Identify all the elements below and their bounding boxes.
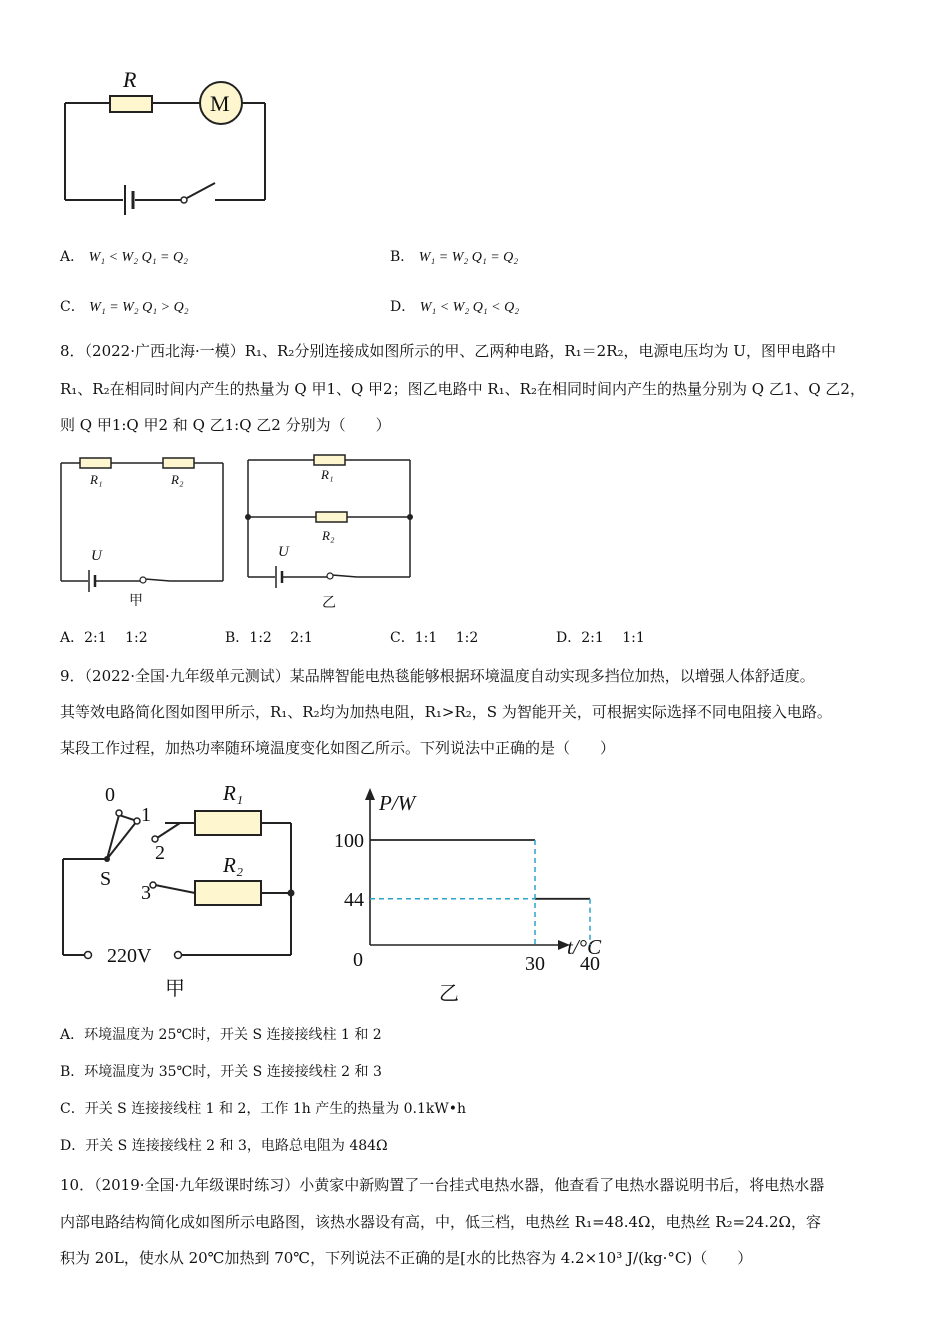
q8-option-b[interactable] (225, 628, 313, 648)
y-axis-label: P/W (379, 791, 416, 815)
x-tick-label: 40 (580, 953, 600, 975)
option-letter: C． (390, 630, 415, 646)
junction-dot (288, 890, 295, 897)
option-letter: D． (556, 630, 582, 646)
switch-lever (145, 579, 170, 581)
q9-option-a[interactable]: A．环境温度为 25℃时，开关 S 连接接线柱 1 和 2 (60, 1027, 382, 1043)
q8-option-d[interactable] (556, 628, 645, 648)
q9-question-line: 9．（2022·全国·九年级单元测试）某品牌智能电热毯能够根据环境温度自动实现多挡位加热，以增强人体舒适度。 (60, 667, 815, 685)
q7-option-c[interactable] (60, 297, 189, 318)
terminal-1 (134, 818, 140, 824)
switch-contact (327, 573, 333, 579)
q7-option-d[interactable] (390, 297, 519, 318)
resistor-r (110, 96, 152, 112)
option-text: W₁ < W₂ Q₁ = Q₂ (88, 250, 188, 265)
r2-label: R₂ (322, 528, 335, 543)
wire (157, 823, 180, 838)
origin-label: 0 (353, 949, 363, 971)
resistor-r1 (195, 811, 261, 835)
q9-option-c[interactable]: C．开关 S 连接接线柱 1 和 2，工作 1h 产生的热量为 0.1kW•h (60, 1101, 467, 1117)
y-tick-label: 100 (334, 830, 364, 852)
voltage-label: U (278, 544, 289, 560)
q8-option-c[interactable] (390, 628, 478, 648)
option-letter: A． (60, 630, 85, 646)
junction-dot (407, 514, 413, 520)
junction-dot (245, 514, 251, 520)
wire (155, 885, 195, 893)
switch-lever (187, 183, 215, 198)
q7-option-b[interactable] (390, 247, 518, 268)
q8-question-line: R₁、R₂在相同时间内产生的热量为 Q 甲1、Q 甲2；图乙电路中 R₁、R₂在相同时间内产生的热量分别为 Q 乙1、Q 乙2， (60, 380, 865, 398)
q8-question-line: 则 Q 甲1:Q 甲2 和 Q 乙1:Q 乙2 分别为（ ） (60, 416, 391, 434)
option-letter: C． (60, 299, 85, 315)
option-text: 2:1 1:2 (84, 630, 148, 646)
option-letter: D． (390, 299, 416, 315)
option-text: 2:1 1:1 (581, 630, 645, 646)
option-letter: B． (225, 630, 250, 646)
switch-contact (181, 197, 187, 203)
figure-caption: 乙 (322, 596, 336, 611)
motor-label: M (210, 91, 230, 116)
terminal-1-label: 1 (141, 804, 151, 826)
switch-label: S (100, 868, 112, 890)
q9-circuit-jia (55, 775, 305, 1005)
switch-blade (107, 815, 137, 859)
option-letter: A． (60, 249, 85, 265)
q9-option-d[interactable]: D．开关 S 连接接线柱 2 和 3，电路总电阻为 484Ω (60, 1138, 388, 1154)
resistor-r1 (314, 455, 345, 465)
voltage-label: 220V (107, 945, 152, 967)
r1-label: R₁ (321, 467, 334, 482)
resistor-label: R (123, 67, 137, 92)
resistor-r1 (80, 458, 111, 468)
q9-question-line: 其等效电路简化图如图甲所示，R₁、R₂均为加热电阻，R₁>R₂，S 为智能开关，可根据实际选择不同电阻接入电路。 (60, 703, 832, 721)
r1-label: R₁ (223, 781, 244, 805)
plug-terminal-right (175, 952, 182, 959)
plug-terminal-left (85, 952, 92, 959)
y-axis-arrow (365, 788, 375, 800)
r1-label: R₁ (90, 472, 103, 487)
terminal-0 (116, 810, 122, 816)
q7-circuit-diagram (55, 65, 285, 225)
option-letter: B． (390, 249, 415, 265)
chart-caption: 乙 (439, 983, 459, 1005)
q10-question-line: 10．（2019·全国·九年级课时练习）小黄家中新购置了一台挂式电热水器，他查看了电热水器说明书后，将电热水器 (60, 1176, 825, 1194)
q10-question-line: 内部电路结构简化成如图所示电路图，该热水器设有高，中，低三档，电热丝 R₁=48.4Ω，电热丝 R₂=24.2Ω，容 (60, 1213, 821, 1231)
q9-power-temperature-chart (325, 780, 625, 1005)
q8-option-a[interactable] (60, 628, 148, 648)
switch-contact (140, 577, 146, 583)
q8-circuit-yi (242, 452, 422, 617)
resistor-r2 (316, 512, 347, 522)
option-text: 1:1 1:2 (414, 630, 479, 646)
r2-label: R₂ (223, 853, 244, 877)
y-tick-label: 44 (344, 888, 364, 911)
resistor-r2 (195, 881, 261, 905)
option-text: W₁ = W₂ Q₁ > Q₂ (89, 300, 189, 315)
voltage-label: U (91, 548, 102, 564)
resistor-r2 (163, 458, 194, 468)
x-tick-label: 30 (525, 953, 545, 975)
terminal-0-label: 0 (105, 784, 115, 806)
option-text: 1:2 2:1 (249, 630, 313, 646)
q10-question-line: 积为 20L，使水从 20℃加热到 70℃，下列说法不正确的是[水的比热容为 4.2×10³ J/(kg·°C)（ ） (60, 1249, 753, 1267)
q8-circuit-jia (55, 452, 235, 617)
r2-label: R₂ (171, 472, 184, 487)
q9-question-line: 某段工作过程，加热功率随环境温度变化如图乙所示。下列说法中正确的是（ ） (60, 739, 616, 757)
switch-pivot (104, 856, 110, 862)
q7-option-a[interactable] (60, 247, 188, 268)
figure-caption: 甲 (165, 978, 185, 1000)
terminal-2-label: 2 (155, 842, 165, 864)
terminal-3-label: 3 (141, 882, 151, 904)
option-text: W₁ = W₂ Q₁ = Q₂ (418, 250, 519, 265)
q9-option-b[interactable]: B．环境温度为 35℃时，开关 S 连接接线柱 2 和 3 (60, 1064, 382, 1080)
figure-caption: 甲 (129, 594, 143, 609)
option-text: W₁ < W₂ Q₁ < Q₂ (419, 300, 520, 315)
q8-question-line: 8．（2022·广西北海·一模）R₁、R₂分别连接成如图所示的甲、乙两种电路，R₁＝2R₂，电源电压均为 U，图甲电路中 (60, 342, 836, 360)
switch-lever (332, 575, 357, 577)
x-axis-label: t/°C (567, 935, 602, 959)
